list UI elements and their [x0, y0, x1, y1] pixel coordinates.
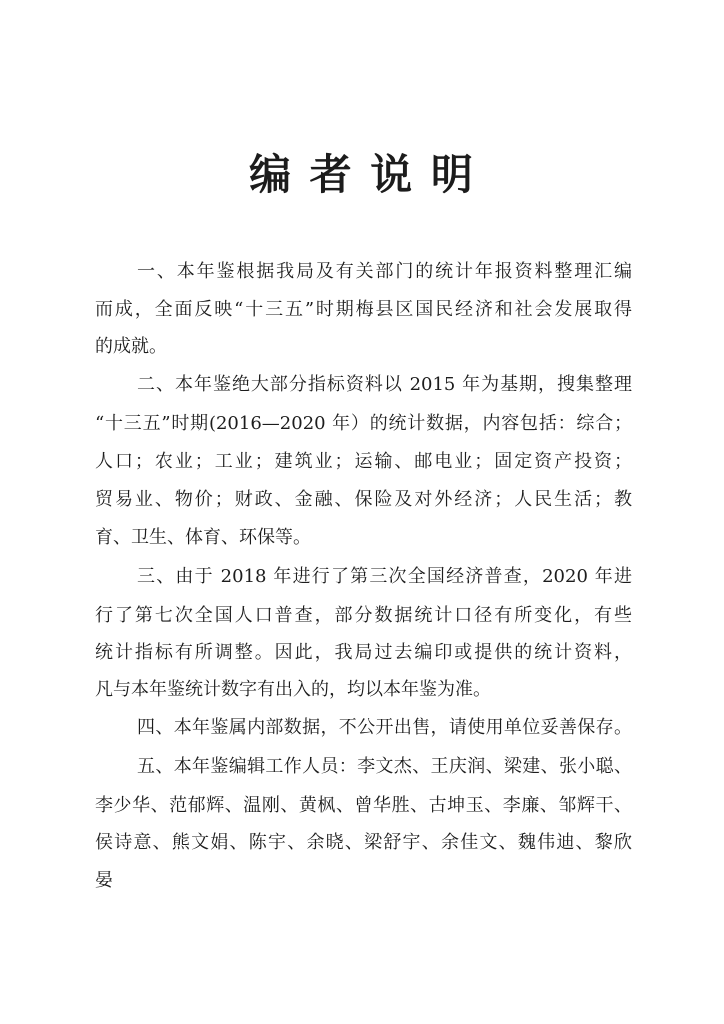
paragraph-line: 晏 [95, 870, 113, 891]
paragraph-line: 二、本年鉴绝大部分指标资料以 2015 年为基期，搜集整理 [137, 374, 632, 395]
paragraph-line: 育、卫生、体育、环保等。 [95, 527, 311, 548]
paragraph-line: 李少华、范郁辉、温刚、黄枫、曾华胜、古坤玉、李廉、邹辉干、 [95, 795, 632, 816]
paragraph-line: 五、本年鉴编辑工作人员：李文杰、王庆润、梁建、张小聪、 [137, 756, 632, 777]
paragraph-line: 的成就。 [95, 336, 167, 357]
paragraph-line: 三、由于 2018 年进行了第三次全国经济普查，2020 年进 [137, 566, 632, 587]
paragraph-line: 行了第七次全国人口普查，部分数据统计口径有所变化，有些 [95, 605, 632, 626]
paragraph-line: 一、本年鉴根据我局及有关部门的统计年报资料整理汇编 [137, 261, 632, 282]
paragraph-line: 统计指标有所调整。因此，我局过去编印或提供的统计资料， [95, 642, 632, 663]
paragraph-line: 而成，全面反映“十三五”时期梅县区国民经济和社会发展取得 [95, 299, 632, 320]
paragraph-line: 侯诗意、熊文娟、陈宇、余晓、梁舒宇、余佳文、魏伟迪、黎欣 [95, 832, 632, 853]
page-title: 编 者 说 明 [249, 150, 475, 199]
paragraph-line: 人口；农业；工业；建筑业；运输、邮电业；固定资产投资； [95, 451, 632, 472]
paragraph-line: “十三五”时期(2016—2020 年）的统计数据，内容包括：综合； [95, 413, 632, 434]
paragraph-line: 凡与本年鉴统计数字有出入的，均以本年鉴为准。 [95, 679, 491, 700]
paragraph-line: 贸易业、物价；财政、金融、保险及对外经济；人民生活；教 [95, 489, 632, 510]
paragraph-line: 四、本年鉴属内部数据，不公开出售，请使用单位妥善保存。 [137, 717, 632, 738]
